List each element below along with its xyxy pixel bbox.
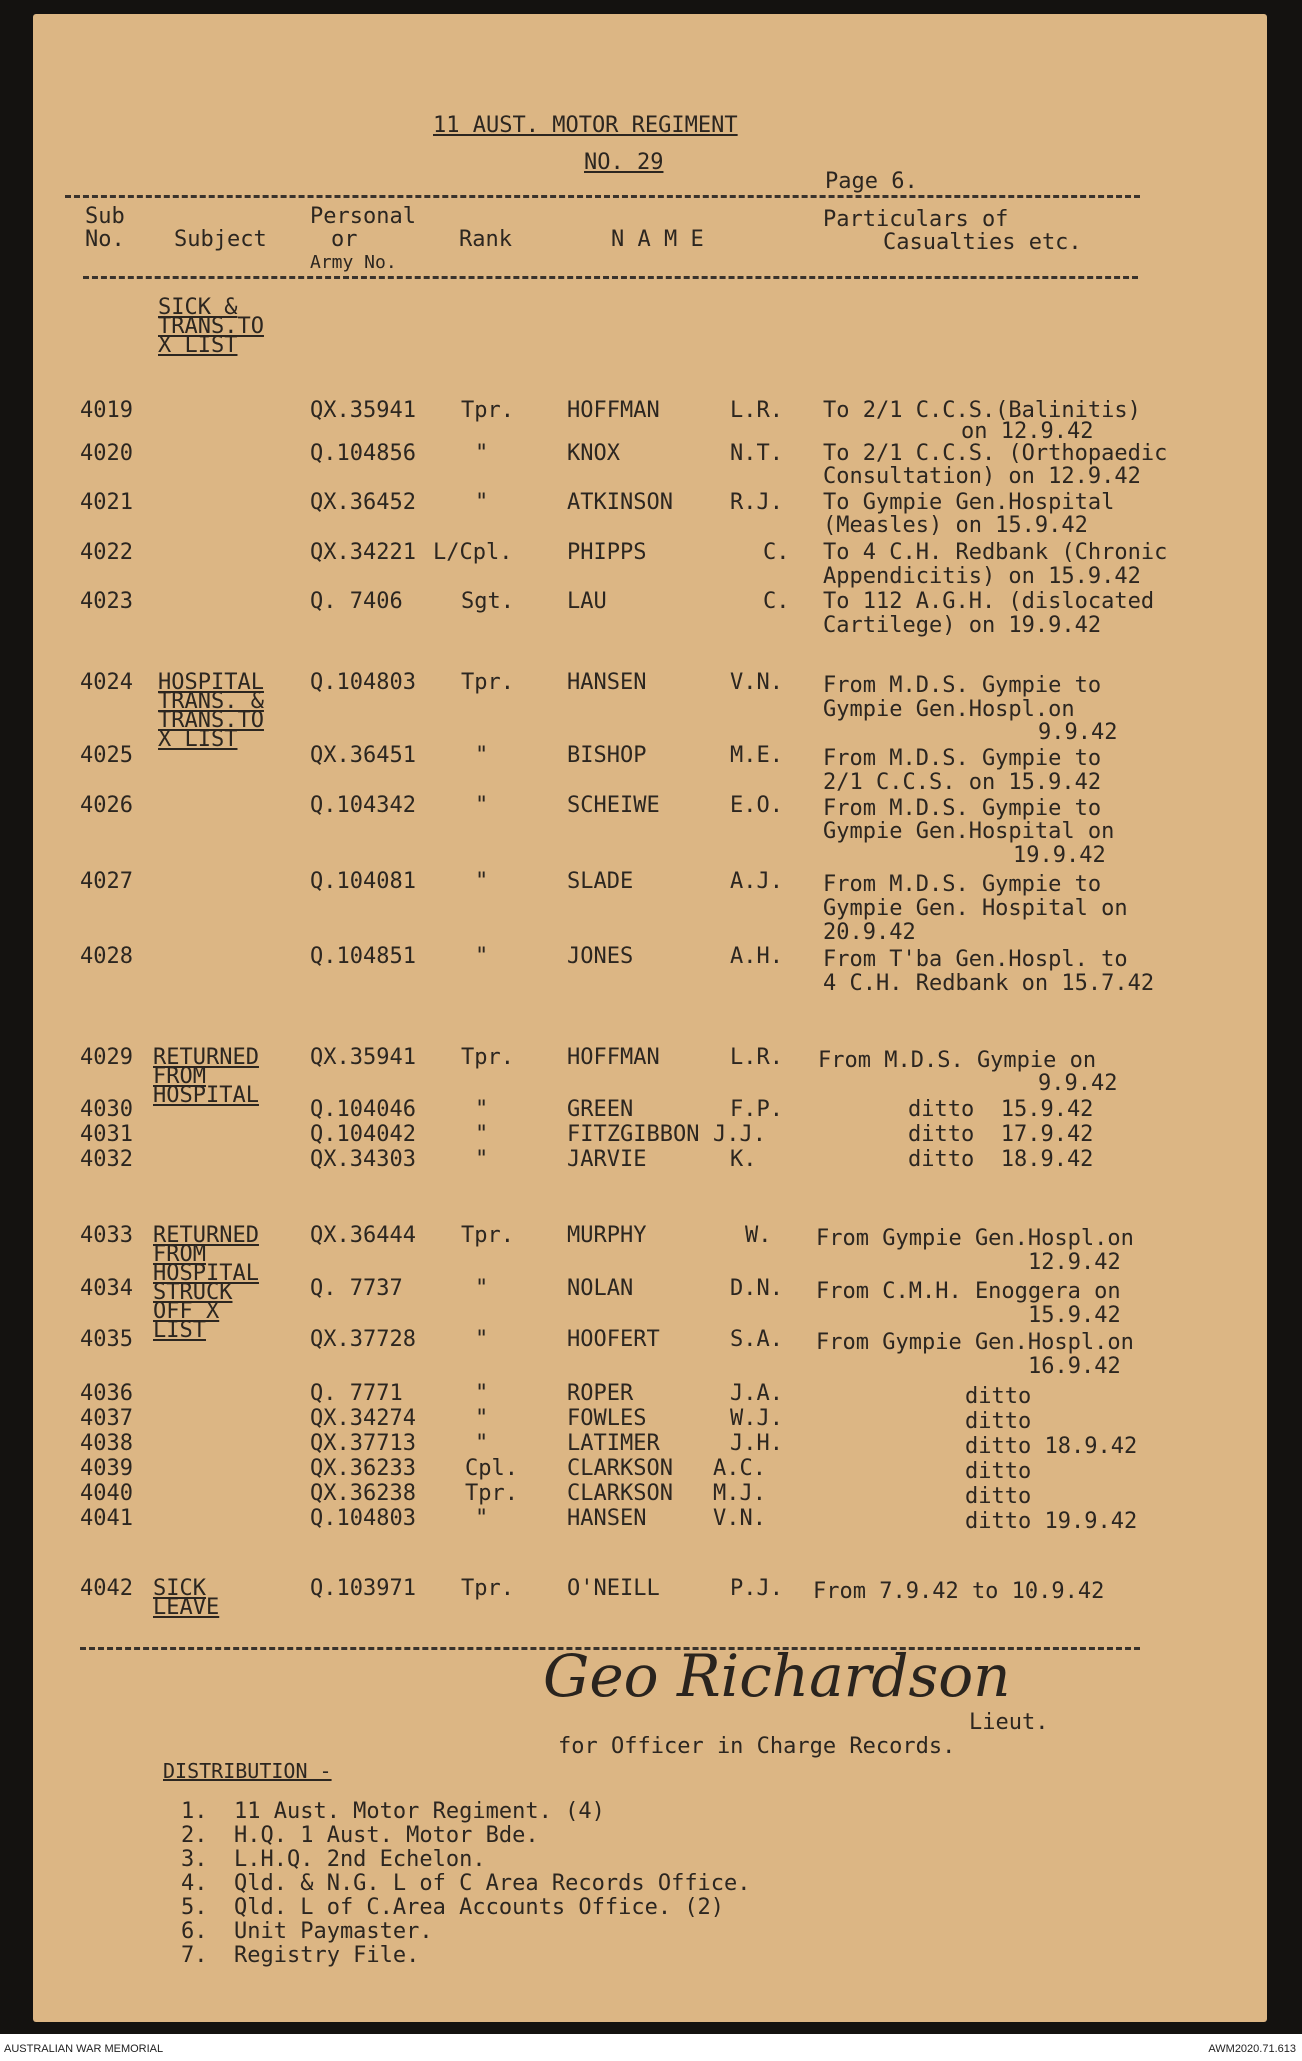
army-number: QX.37728 [310, 1327, 416, 1352]
row-number: 4023 [80, 589, 133, 614]
surname: MURPHY [567, 1223, 647, 1248]
particulars: 4 C.H. Redbank on 15.7.42 [823, 971, 1155, 996]
surname: FITZGIBBON [567, 1122, 700, 1147]
surname: HOFFMAN [567, 1045, 660, 1070]
subject-label: LIST [153, 1318, 206, 1343]
surname: SLADE [567, 869, 634, 894]
row-number: 4026 [80, 793, 133, 818]
rank: " [475, 1327, 489, 1352]
surname: GREEN [567, 1097, 634, 1122]
row-number: 4024 [80, 670, 133, 695]
rank: Tpr. [461, 1576, 514, 1601]
distribution-item: 1. 11 Aust. Motor Regiment. (4) [181, 1799, 605, 1824]
subject-label: X LIST [158, 333, 238, 358]
initials: V.N. [713, 1506, 766, 1531]
rank: " [475, 1097, 489, 1122]
particulars: 15.9.42 [1028, 1303, 1121, 1328]
particulars: ditto [965, 1384, 1032, 1409]
army-number: Q.104081 [310, 869, 416, 894]
particulars: Appendicitis) on 15.9.42 [823, 564, 1141, 589]
particulars: 19.9.42 [1013, 843, 1106, 868]
particulars: Gympie Gen. Hospital on [823, 896, 1128, 921]
initials: A.C. [713, 1456, 766, 1481]
distribution-item: 5. Qld. L of C.Area Accounts Office. (2) [181, 1895, 725, 1920]
particulars: 16.9.42 [1028, 1354, 1121, 1379]
army-number: Q.104803 [310, 1506, 416, 1531]
particulars: To 4 C.H. Redbank (Chronic [823, 540, 1168, 565]
army-number: Q.104856 [310, 441, 416, 466]
row-number: 4042 [80, 1576, 133, 1601]
distribution-item: 6. Unit Paymaster. [181, 1919, 433, 1944]
initials: S.A. [730, 1327, 783, 1352]
surname: LATIMER [567, 1431, 660, 1456]
particulars: ditto [965, 1409, 1032, 1434]
particulars: Consultation) on 12.9.42 [823, 464, 1141, 489]
row-number: 4040 [80, 1481, 133, 1506]
rank: " [475, 1122, 489, 1147]
particulars: To 112 A.G.H. (dislocated [823, 589, 1155, 614]
subject-label: RETURNED [153, 1045, 259, 1070]
army-number: Q.103971 [310, 1576, 416, 1601]
particulars: 9.9.42 [1038, 720, 1118, 745]
army-number: QX.34274 [310, 1406, 416, 1431]
subject-label: STRUCK [153, 1280, 233, 1305]
army-number: Q. 7737 [310, 1276, 403, 1301]
initials: N.T. [730, 441, 783, 466]
initials: V.N. [730, 670, 783, 695]
subject-label: TRANS. & [158, 689, 264, 714]
army-number: Q.104046 [310, 1097, 416, 1122]
particulars: From Gympie Gen.Hospl.on [816, 1226, 1134, 1251]
army-number: QX.37713 [310, 1431, 416, 1456]
distribution-item: 3. L.H.Q. 2nd Echelon. [181, 1847, 486, 1872]
document-title: 11 AUST. MOTOR REGIMENT [433, 113, 738, 138]
row-number: 4029 [80, 1045, 133, 1070]
rank: Tpr. [465, 1481, 518, 1506]
initials: J.A. [730, 1381, 783, 1406]
row-number: 4039 [80, 1456, 133, 1481]
subject-label: LEAVE [153, 1595, 220, 1620]
particulars: 2/1 C.C.S. on 15.9.42 [823, 770, 1102, 795]
surname: FOWLES [567, 1406, 647, 1431]
rank: Tpr. [461, 670, 514, 695]
col-rank: Rank [459, 227, 512, 252]
army-number: QX.36452 [310, 490, 416, 515]
army-number: Q. 7771 [310, 1381, 403, 1406]
col-personal-3: Army No. [310, 252, 397, 273]
particulars: From T'ba Gen.Hospl. to [823, 947, 1128, 972]
surname: PHIPPS [567, 540, 647, 565]
initials: W. [745, 1223, 772, 1248]
row-number: 4033 [80, 1223, 133, 1248]
distribution-item: 2. H.Q. 1 Aust. Motor Bde. [181, 1823, 539, 1848]
subject-label: TRANS.TO [158, 314, 264, 339]
row-number: 4028 [80, 944, 133, 969]
column-header-divider [83, 276, 1138, 279]
rank: Cpl. [465, 1456, 518, 1481]
col-sub-no-2: No. [85, 227, 125, 252]
particulars: 12.9.42 [1028, 1250, 1121, 1275]
particulars: (Measles) on 15.9.42 [823, 513, 1088, 538]
row-number: 4041 [80, 1506, 133, 1531]
army-number: Q.104851 [310, 944, 416, 969]
surname: HANSEN [567, 670, 647, 695]
row-number: 4038 [80, 1431, 133, 1456]
initials: C. [763, 540, 790, 565]
army-number: Q. 7406 [310, 589, 403, 614]
surname: ATKINSON [567, 490, 673, 515]
particulars: ditto 18.9.42 [965, 1434, 1138, 1459]
particulars: From C.M.H. Enoggera on [816, 1279, 1121, 1304]
col-personal-2: or [331, 227, 358, 252]
surname: HOFFMAN [567, 398, 660, 423]
row-number: 4020 [80, 441, 133, 466]
surname: O'NEILL [567, 1576, 660, 1601]
archive-accession-number: AWM2020.71.613 [1208, 2043, 1296, 2055]
row-number: 4037 [80, 1406, 133, 1431]
surname: JONES [567, 944, 634, 969]
subject-label: SICK & [158, 295, 238, 320]
row-number: 4035 [80, 1327, 133, 1352]
subject-label: TRANS.TO [158, 708, 264, 733]
row-number: 4021 [80, 490, 133, 515]
row-number: 4027 [80, 869, 133, 894]
signatory-rank: Lieut. [969, 1710, 1049, 1735]
signature: Geo Richardson [543, 1642, 1011, 1710]
row-number: 4031 [80, 1122, 133, 1147]
subject-label: SICK [153, 1576, 206, 1601]
particulars: on 12.9.42 [961, 419, 1094, 444]
initials: L.R. [730, 398, 783, 423]
row-number: 4036 [80, 1381, 133, 1406]
rank: " [475, 869, 489, 894]
initials: W.J. [730, 1406, 783, 1431]
row-number: 4019 [80, 398, 133, 423]
initials: E.O. [730, 793, 783, 818]
particulars: From M.D.S. Gympie on [818, 1048, 1097, 1073]
particulars: From 7.9.42 to 10.9.42 [813, 1579, 1105, 1604]
signatory-role: for Officer in Charge Records. [558, 1734, 956, 1759]
rank: Sgt. [461, 589, 514, 614]
rank: " [475, 1276, 489, 1301]
rank: " [475, 1506, 489, 1531]
document-sheet [33, 14, 1267, 2022]
rank: " [475, 1381, 489, 1406]
archive-credit: AUSTRALIAN WAR MEMORIAL [4, 2043, 164, 2055]
subject-label: HOSPITAL [153, 1083, 259, 1108]
particulars: ditto 18.9.42 [908, 1147, 1094, 1172]
subject-label: FROM [153, 1242, 206, 1267]
surname: HANSEN [567, 1506, 647, 1531]
subject-label: HOSPITAL [158, 670, 264, 695]
surname: SCHEIWE [567, 793, 660, 818]
army-number: QX.34221 [310, 540, 416, 565]
particulars: To 2/1 C.C.S.(Balinitis) [823, 398, 1141, 423]
particulars: From M.D.S. Gympie to [823, 673, 1102, 698]
particulars: From M.D.S. Gympie to [823, 872, 1102, 897]
initials: A.H. [730, 944, 783, 969]
particulars: From M.D.S. Gympie to [823, 746, 1102, 771]
army-number: Q.104042 [310, 1122, 416, 1147]
surname: ROPER [567, 1381, 634, 1406]
col-particulars-1: Particulars of [823, 207, 1009, 232]
document-number: NO. 29 [584, 150, 664, 175]
rank: " [475, 793, 489, 818]
distribution-heading: DISTRIBUTION - [163, 1759, 332, 1783]
subject-label: RETURNED [153, 1223, 259, 1248]
particulars: ditto [965, 1459, 1032, 1484]
initials: J.H. [730, 1431, 783, 1456]
initials: A.J. [730, 869, 783, 894]
army-number: QX.34303 [310, 1147, 416, 1172]
particulars: ditto [965, 1484, 1032, 1509]
row-number: 4022 [80, 540, 133, 565]
surname: CLARKSON [567, 1456, 673, 1481]
rank: L/Cpl. [433, 540, 513, 565]
distribution-item: 7. Registry File. [181, 1943, 420, 1968]
particulars: To 2/1 C.C.S. (Orthopaedic [823, 441, 1168, 466]
particulars: From M.D.S. Gympie to [823, 796, 1102, 821]
initials: M.J. [713, 1481, 766, 1506]
initials: L.R. [730, 1045, 783, 1070]
surname: CLARKSON [567, 1481, 673, 1506]
initials: C. [763, 589, 790, 614]
particulars: 9.9.42 [1038, 1071, 1118, 1096]
particulars: To Gympie Gen.Hospital [823, 490, 1115, 515]
particulars: 20.9.42 [823, 920, 916, 945]
rank: Tpr. [461, 1223, 514, 1248]
initials: R.J. [730, 490, 783, 515]
initials: J.J. [713, 1122, 766, 1147]
row-number: 4025 [80, 743, 133, 768]
particulars: ditto 15.9.42 [908, 1097, 1094, 1122]
rank: " [475, 1431, 489, 1456]
particulars: ditto 19.9.42 [965, 1509, 1138, 1534]
particulars: Cartilege) on 19.9.42 [823, 613, 1102, 638]
initials: M.E. [730, 743, 783, 768]
initials: F.P. [730, 1097, 783, 1122]
rank: " [475, 1147, 489, 1172]
initials: K. [730, 1147, 757, 1172]
surname: LAU [567, 589, 607, 614]
col-personal-1: Personal [310, 204, 416, 229]
initials: D.N. [730, 1276, 783, 1301]
subject-label: X LIST [158, 727, 238, 752]
subject-label: FROM [153, 1064, 206, 1089]
particulars: Gympie Gen.Hospl.on [823, 697, 1075, 722]
army-number: QX.35941 [310, 398, 416, 423]
rank: " [475, 490, 489, 515]
header-divider [65, 195, 1140, 198]
particulars: From Gympie Gen.Hospl.on [816, 1330, 1134, 1355]
surname: HOOFERT [567, 1327, 660, 1352]
rank: Tpr. [461, 398, 514, 423]
subject-label: HOSPITAL [153, 1261, 259, 1286]
distribution-item: 4. Qld. & N.G. L of C Area Records Office. [181, 1871, 751, 1896]
col-particulars-2: Casualties etc. [883, 230, 1082, 255]
rank: " [475, 743, 489, 768]
army-number: QX.35941 [310, 1045, 416, 1070]
army-number: QX.36444 [310, 1223, 416, 1248]
army-number: QX.36238 [310, 1481, 416, 1506]
col-subject: Subject [174, 227, 267, 252]
particulars: ditto 17.9.42 [908, 1122, 1094, 1147]
rank: " [475, 441, 489, 466]
surname: JARVIE [567, 1147, 647, 1172]
initials: P.J. [730, 1576, 783, 1601]
subject-label: OFF X [153, 1299, 220, 1324]
army-number: Q.104803 [310, 670, 416, 695]
row-number: 4032 [80, 1147, 133, 1172]
col-sub-no-1: Sub [85, 204, 125, 229]
surname: KNOX [567, 441, 620, 466]
rank: Tpr. [461, 1045, 514, 1070]
surname: NOLAN [567, 1276, 634, 1301]
page-number: Page 6. [825, 169, 918, 194]
army-number: QX.36451 [310, 743, 416, 768]
surname: BISHOP [567, 743, 647, 768]
army-number: QX.36233 [310, 1456, 416, 1481]
particulars: Gympie Gen.Hospital on [823, 819, 1115, 844]
col-name: N A M E [611, 227, 704, 252]
row-number: 4030 [80, 1097, 133, 1122]
army-number: Q.104342 [310, 793, 416, 818]
rank: " [475, 944, 489, 969]
rank: " [475, 1406, 489, 1431]
row-number: 4034 [80, 1276, 133, 1301]
